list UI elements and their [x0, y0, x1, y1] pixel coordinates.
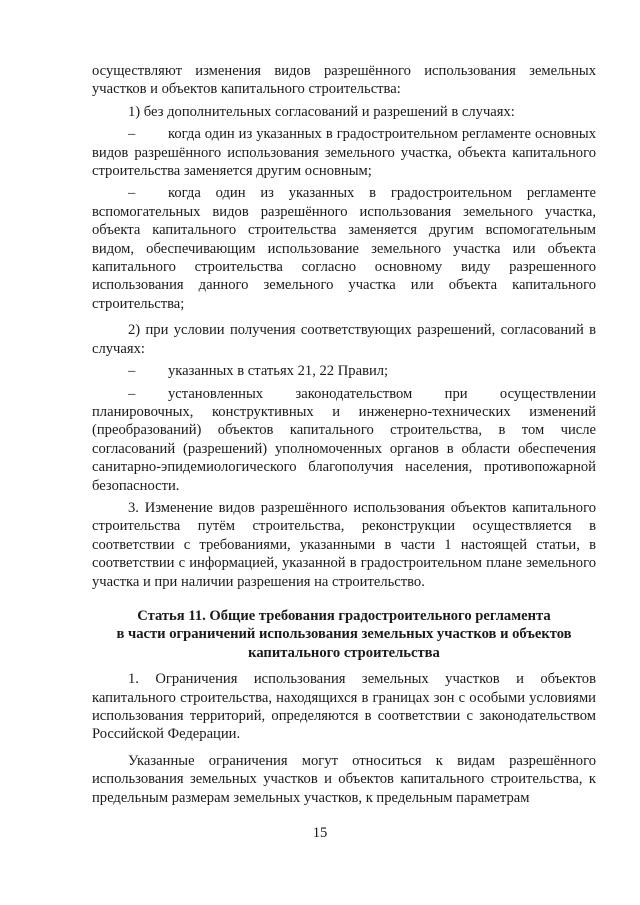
heading-line: Статья 11. Общие требования градостроительного регламента: [137, 607, 551, 624]
dash-item: [92, 125, 596, 180]
list-item-2: 2) при условии получения соответствующих разрешений, согласований в случаях:: [92, 322, 596, 357]
article-paragraph-2: Указанные ограничения могут относиться к видам разрешённого использования земельных участков и объектов капитального строительства, к предельным размерам земельных участков, к предельным параметрам: [92, 752, 596, 806]
dash-item: [92, 362, 596, 380]
list-item-3: 3. Изменение видов разрешённого использования объектов капитального строительства путём строительства, реконструкции осуществляется в соответствии с требованиями, указанными в части 1 настоящей статьи, в соответствии с информацией, указанной в градостроительном плане земельного участка и при наличии разрешения на строительство.: [92, 499, 596, 590]
article-heading: [92, 607, 596, 662]
page-number: 15: [312, 825, 328, 841]
dash-item-text: когда один из указанных в градостроительном регламенте основных видов разрешённого использования земельного участка, объекта капитального строительства заменяется другим основным;: [92, 126, 596, 180]
dash-item: [92, 184, 596, 313]
heading-line: в части ограничений использования земельных участков и объектов: [116, 626, 572, 643]
dash-marker: –: [128, 363, 136, 380]
dash-item-text: указанных в статьях 21, 22 Правил;: [168, 363, 389, 380]
list-item-1: 1) без дополнительных согласований и разрешений в случаях:: [128, 103, 515, 120]
dash-marker: –: [128, 385, 136, 402]
heading-line: капитального строительства: [248, 644, 440, 661]
dash-item-text: когда один из указанных в градостроительном регламенте вспомогательных видов разрешённого использования земельного участка, объекта капитального строительства заменяется другим вспомогательным видом, обеспечивающим использование земельного участка или объекта капитального строительства согласно основному виду разрешенного использования данного земельного участка или объекта капитального строительства;: [92, 185, 596, 312]
article-paragraph-1: 1. Ограничения использования земельных участков и объектов капитального строительства, находящихся в границах зон с особыми условиями использования территорий, определяются в соответствии с законодательством Российской Федерации.: [92, 671, 596, 743]
paragraph-intro: осуществляют изменения видов разрешённого использования земельных участков и объектов капитального строительства:: [92, 63, 596, 98]
dash-marker: –: [128, 126, 136, 143]
dash-marker: –: [128, 185, 136, 202]
dash-item-text: установленных законодательством при осуществлении планировочных, конструктивных и инженерно-технических изменений (преобразований) объектов капитального строительства, в том числе согласований (разрешений) уполномоченных органов в области обеспечения санитарно-эпидемиологического благополучия населения, противопожарной безопасности.: [92, 385, 596, 494]
dash-item: [92, 385, 596, 495]
